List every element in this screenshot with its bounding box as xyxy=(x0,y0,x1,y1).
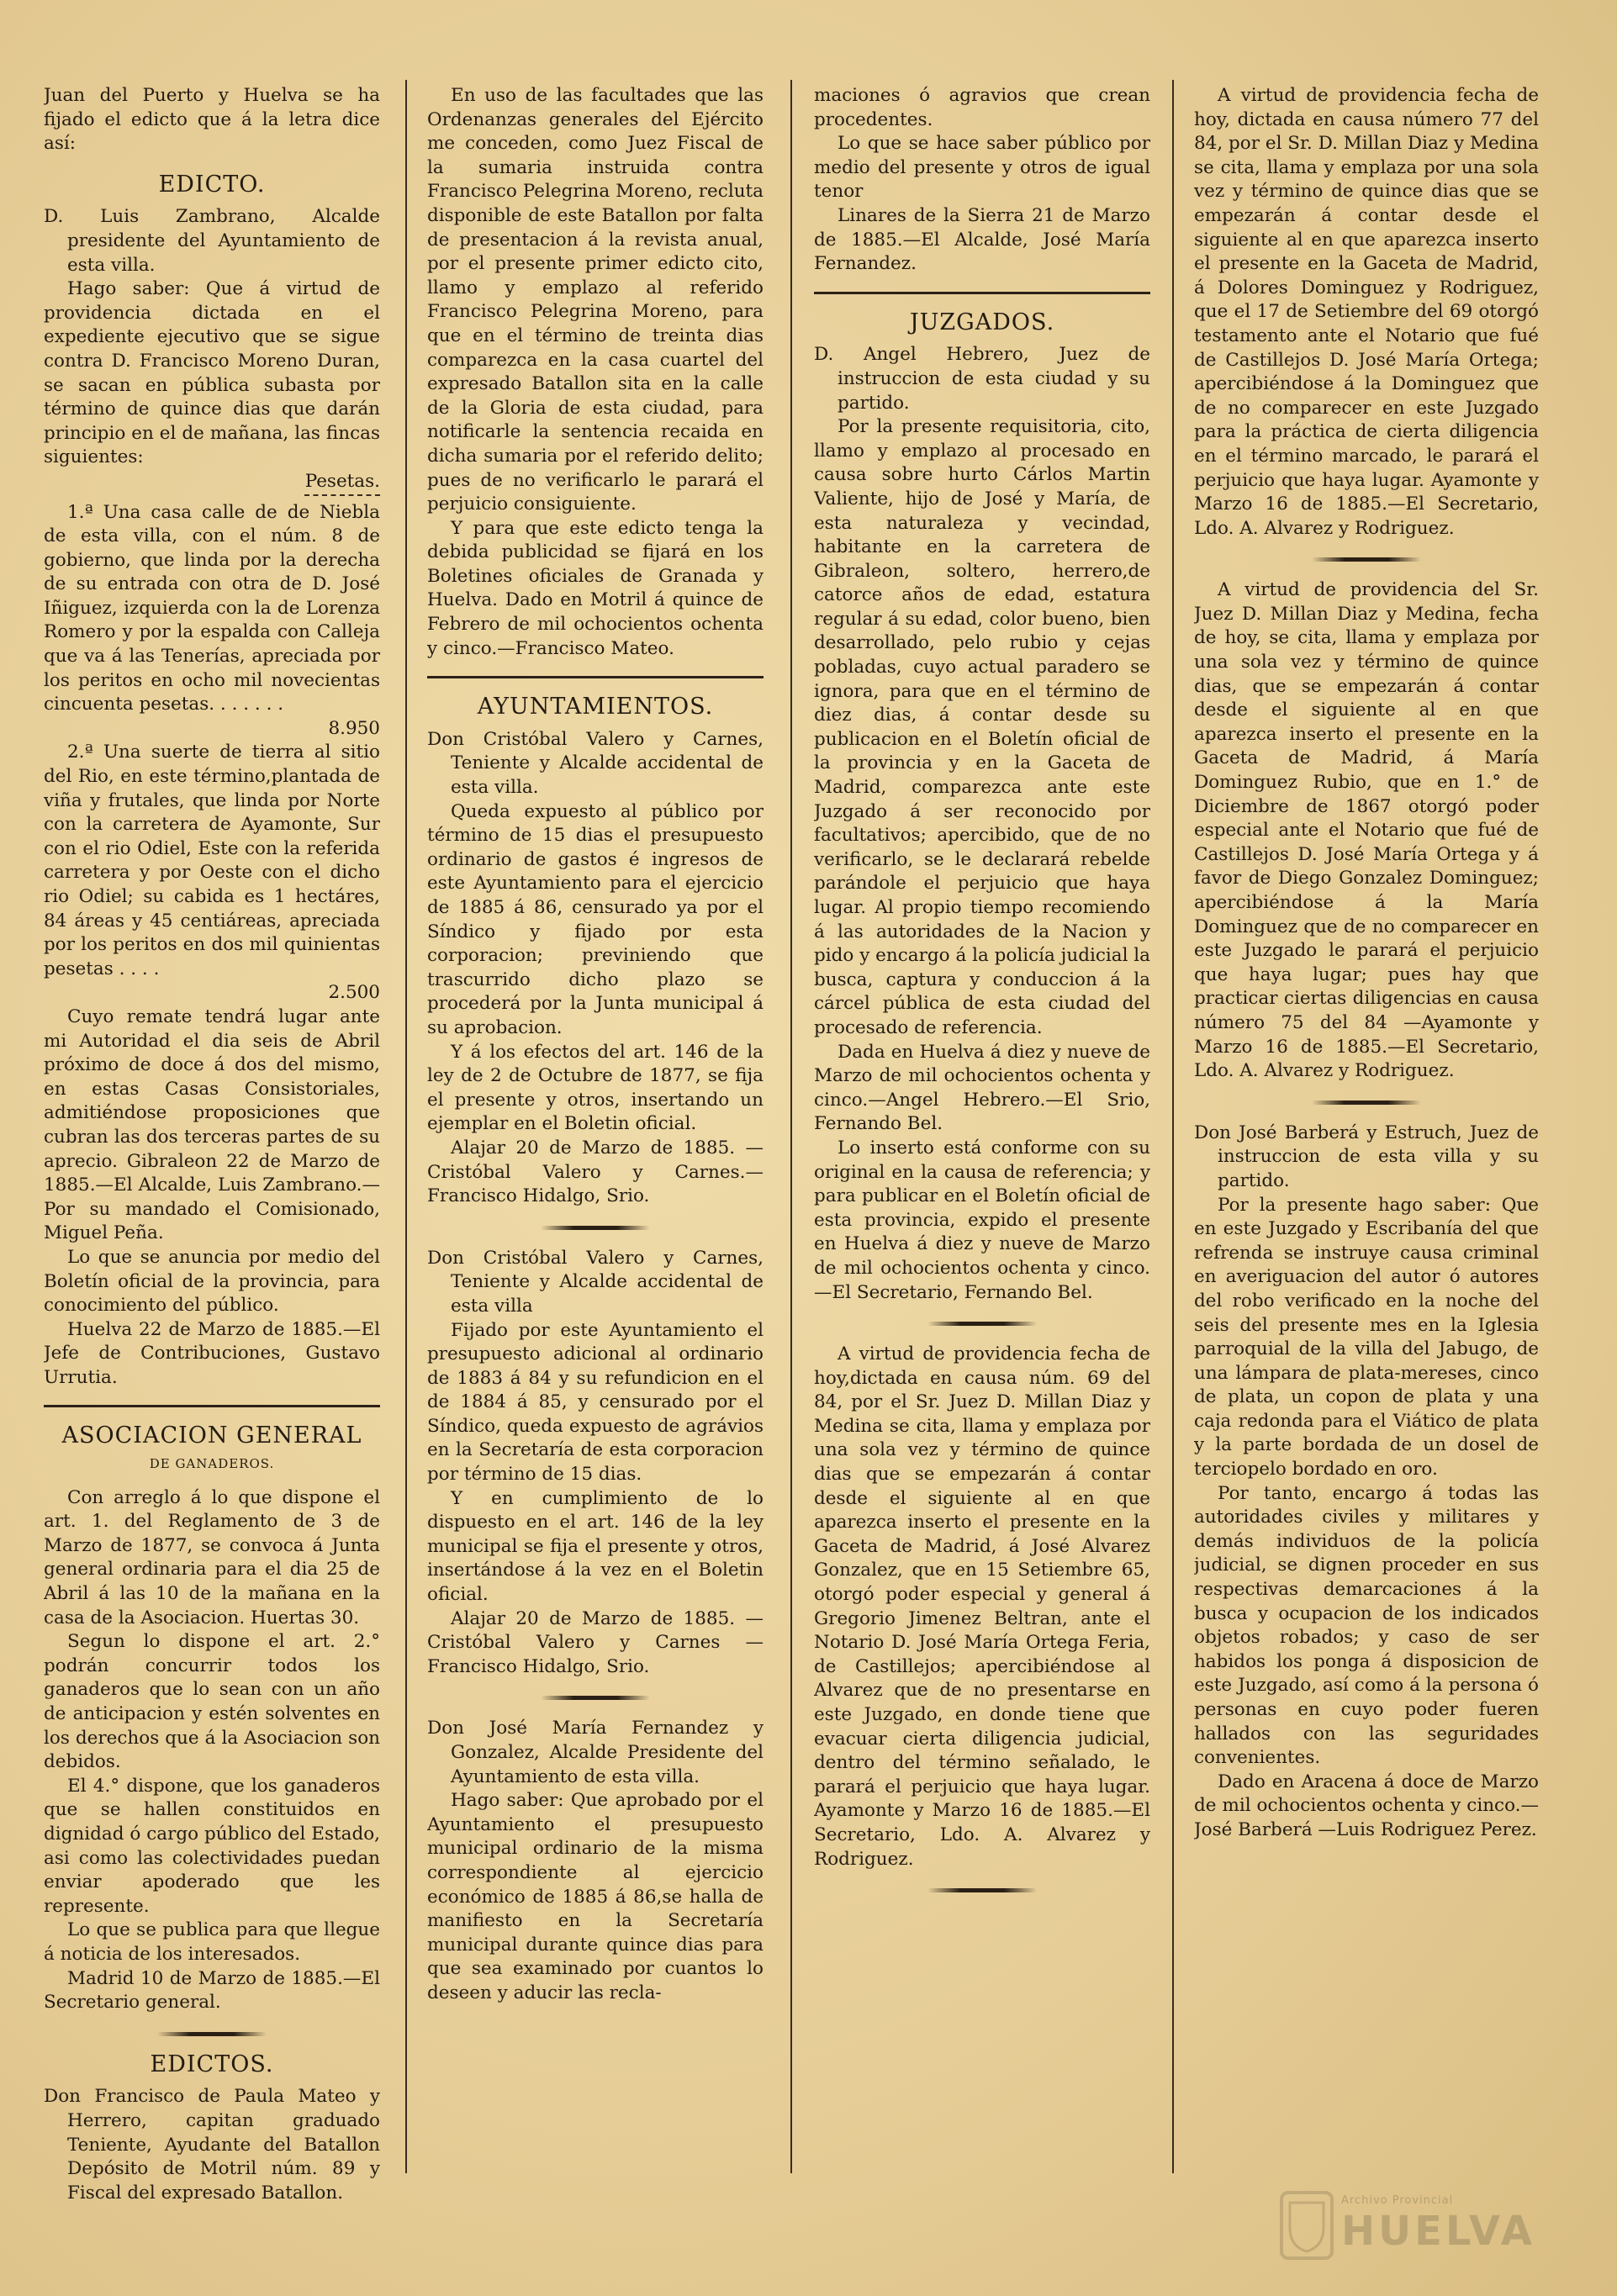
col4-p1: A virtud de providencia fecha de hoy, dictada en causa número 77 del 84, por el Sr. D. Millan Diaz y Medina se cita, llama y emplaza por una sola vez y término de quince dias que se empezarán á contar desde el siguiente al en que aparezca inserto el presente en la Gaceta de Madrid, á Dolores Dominguez y Rodriguez, que el 17 de Setiembre del 69 otorgó testamento ante el Notario que fué de Castillejos D. José María Ortega; apercibiéndose á la Dominguez que de no comparecer en este Juzgado para la práctica de cierta diligencia en el término marcado, le parará el perjuicio que haya lugar. Ayamonte y Marzo 16 de 1885.—El Secretario, Ldo. A. Alvarez y Rodriguez. xyxy=(1194,85,1539,539)
column-4 xyxy=(1194,84,1539,1843)
col3-p2: Lo que se hace saber público por medio del presente y otros de igual tenor xyxy=(814,133,1150,203)
anuncia-text: Lo que se anuncia por medio del Boletín oficial de la provincia, para conocimiento del público. xyxy=(44,1246,380,1317)
finca-2-amount: 2.500 xyxy=(328,982,380,1004)
juzgado-2-p1: A virtud de providencia fecha de hoy,dictada en causa núm. 69 del 84, por el Sr. Juez D. Millan Diaz y Medina se cita, llama y emplaza por una sola vez y término de quince dias que se empezarán á contar desde el siguiente al en que aparezca inserto el presente en la Gaceta de Madrid, á José Alvarez Gonzalez, que en 15 Setiembre 65, otorgó poder especial y general á Gregorio Jimenez Beltran, ante el Notario D. José María Ortega Feria, de Castillejos; apercibiéndose al Alvarez que de no presentarse en este Juzgado, en donde tiene que evacuar cierta diligencia judicial, dentro del término señalado, le parará el perjuicio que haya lugar. Ayamonte y Marzo 16 de 1885.—El Secretario, Ldo. A. Alvarez y Rodriguez. xyxy=(814,1343,1150,1870)
firma-text: Huelva 22 de Marzo de 1885.—El Jefe de Contribuciones, Gustavo Urrutia. xyxy=(44,1318,380,1388)
ornament-rule xyxy=(541,1696,650,1700)
section-rule xyxy=(44,1405,380,1407)
col4-p3-b: Por tanto, encargo á todas las autoridades civiles y militares y demás individuos de la policía judicial, se dignen proceder en sus respectivas demarcaciones á la busca y ocupacion de los indicados objetos robados; y caso de ser habidos los ponga á disposicion de este Juzgado, así como á la persona ó personas en cuyo poder fueren hallados con las seguridades convenientes. xyxy=(1194,1482,1539,1769)
ayunt-3-head: Don José María Fernandez y Gonzalez, Alcalde Presidente del Ayuntamiento de esta villa. xyxy=(427,1718,764,1787)
col3-p1: maciones ó agravios que crean procedentes. xyxy=(814,85,1150,130)
column-1 xyxy=(44,84,380,2205)
watermark-title: HUELVA xyxy=(1341,2208,1535,2255)
intro-text: Juan del Puerto y Huelva se ha fijado el edicto que á la letra dice así: xyxy=(44,85,380,155)
section-rule xyxy=(814,292,1150,294)
juzgado-1-p2: Dada en Huelva á diez y nueve de Marzo de mil ochocientos ochenta y cinco.—Angel Hebrero.—El Srio, Fernando Bel. xyxy=(814,1041,1150,1135)
ayunt-2-p3: Alajar 20 de Marzo de 1885. —Cristóbal Valero y Carnes — Francisco Hidalgo, Srio. xyxy=(427,1607,764,1677)
juzgado-1-p3: Lo inserto está conforme con su original en la causa de referencia; y para publicar en el Boletín oficial de esta provincia, expido el presente en Huelva á diez y nueve de Marzo de mil ochocientos ochenta y cinco.—El Secretario, Fernando Bel. xyxy=(814,1137,1150,1303)
finca-2-text: 2.ª Una suerte de tierra al sitio del Rio, en este término,plantada de viña y frutales, que linda por Norte con la carretera de Ayamonte, Sur con el rio Odiel, Este con la referida carretera y por Oeste con el dicho rio Odiel; su cabida es 1 hectáres, 84 áreas y 45 centiáreas, apreciada por los peritos en dos mil quinientas pesetas . . . . xyxy=(44,742,380,979)
finca-1-amount: 8.950 xyxy=(328,717,380,739)
ornament-rule xyxy=(1312,557,1421,562)
col2-p2: Y para que este edicto tenga la debida publicidad se fijará en los Boletines oficiales de Granada y Huelva. Dado en Motril á quince de Febrero de mil ochocientos ochenta y cinco.—Francisco Mateo. xyxy=(427,517,764,659)
ornament-rule xyxy=(927,1322,1037,1326)
col3-p3: Linares de la Sierra 21 de Marzo de 1885.—El Alcalde, José María Fernandez. xyxy=(814,204,1150,275)
juzgados-heading: JUZGADOS. xyxy=(909,309,1055,335)
ayunt-1-p2: Y á los efectos del art. 146 de la ley de 2 de Octubre de 1877, se fija el presente y otros, insertando un ejemplar en el Boletin oficial. xyxy=(427,1041,764,1135)
alcalde-text: D. Luis Zambrano, Alcalde presidente del Ayuntamiento de esta villa. xyxy=(44,206,380,276)
ayunt-1-p1: Queda expuesto al público por término de 15 dias el presupuesto ordinario de gastos é ingresos de este Ayuntamiento para el ejercicio de 1885 á 86, censurado ya por el Síndico y fijado por esta corporacion; previniendo que trascurrido dicho plazo se procederá por la Junta municipal á su aprobacion. xyxy=(427,800,764,1038)
asociacion-p3: El 4.° dispone, que los ganaderos que se hallen constituidos en dignidad ó cargo público del Estado, asi como las colectividades puedan enviar apoderado que les represente. xyxy=(44,1775,380,1917)
col4-p3-head: Don José Barberá y Estruch, Juez de instruccion de esta villa y su partido. xyxy=(1194,1122,1539,1191)
column-rule xyxy=(790,80,792,2173)
finca-1-text: 1.ª Una casa calle de de Niebla de esta villa, con el núm. 8 de gobierno, que linda por la derecha de su entrada con otra de D. José Iñiguez, izquierda con la de Lorenza Romero y por la espalda con Calleja que va á las Tenerías, apreciada por los peritos en ocho mil novecientas cincuenta pesetas. . . . . . . xyxy=(44,501,380,715)
column-3 xyxy=(814,84,1150,1909)
column-2 xyxy=(427,84,764,2006)
asociacion-p1: Con arreglo á lo que dispone el art. 1. del Reglamento de 3 de Marzo de 1877, se convoca á Junta general ordinaria para el dia 25 de Abril á las 10 de la mañana en la casa de la Asociacion. Huertas 30. xyxy=(44,1486,380,1628)
ornament-rule xyxy=(927,1888,1037,1892)
ornament-rule xyxy=(541,1226,650,1230)
juzgado-1-p1: Por la presente requisitoria, cito, llamo y emplazo al procesado en causa sobre hurto Cárlos Martin Valiente, hijo de José y María, de esta naturaleza y vecindad, habitante en la carretera de Gibraleon, soltero, herrero,de catorce años de edad, estatura regular á su edad, color bueno, bien desarrollado, pelo rubio y cejas pobladas, cuyo actual paradero se ignora, para que en el término de diez dias, á contar desde su publicacion en el Boletín oficial de la provincia y en la Gaceta de Madrid, comparezca ante este Juzgado á ser reconocido por facultativos; apercibido, que de no verificarlo, se le declarará rebelde parándole el perjuicio que haya lugar. Al propio tiempo recomiendo á las autoridades de la Nacion y pido y encargo á la policía judicial la busca, captura y conduccion á la cárcel pública de esta ciudad del procesado de referencia. xyxy=(814,416,1150,1038)
col2-p1: En uso de las facultades que las Ordenanzas generales del Ejército me conceden, como Juez Fiscal de la sumaria instruida contra Francisco Pelegrina Moreno, recluta disponible de este Batallon por falta de presentacion á la revista anual, por el presente primer edicto cito, llamo y emplazo al referido Francisco Pelegrina Moreno, para que en el término de treinta dias comparezca en la casa cuartel del expresado Batallon sita en la calle de la Gloria de esta ciudad, para notificarle la sentencia recaida en dicha sumaria por el referido delito; pues de no verificarlo le parará el perjuicio consiguiente. xyxy=(427,85,764,515)
hago-saber-text: Hago saber: Que á virtud de providencia dictada en el expediente ejecutivo que se sigue contra D. Francisco Moreno Duran, se sacan en pública subasta por término de quince dias que darán principio en el de mañana, las fincas siguientes: xyxy=(44,278,380,468)
juzgado-1-head: D. Angel Hebrero, Juez de instruccion de esta ciudad y su partido. xyxy=(814,344,1150,414)
ayuntamientos-heading: AYUNTAMIENTOS. xyxy=(477,694,714,720)
remate-text: Cuyo remate tendrá lugar ante mi Autoridad el dia seis de Abril próximo de doce á dos del mismo, en estas Casas Consistoriales, admitiéndose proposiciones que cubran las dos terceras partes de su aprecio. Gibraleon 22 de Marzo de 1885.—El Alcalde, Luis Zambrano.—Por su mandado el Comisionado, Miguel Peña. xyxy=(44,1005,380,1244)
pesetas-label: Pesetas. xyxy=(304,470,380,492)
col4-p3-a: Por la presente hago saber: Que en este Juzgado y Escribanía del que refrenda se instruye causa criminal en averiguacion del autor ó autores del robo verificado en la noche del seis del presente mes en la Iglesia parroquial de la villa del Jabugo, de una lámpara de plata-mereses, cinco de plata, un copon de plata y una caja redonda para el Viático de plata y la parte bordada de un dosel de terciopelo bordado en oro. xyxy=(1194,1194,1539,1481)
asociacion-heading: ASOCIACION GENERAL xyxy=(61,1422,362,1449)
ayunt-2-p1: Fijado por este Ayuntamiento el presupuesto adicional al ordinario de 1883 á 84 y su refundicion en el de 1884 á 85, y censurado por el Síndico, queda expuesto de agrávios en la Secretaría de esta corporacion por término de 15 dias. xyxy=(427,1319,764,1486)
asociacion-p2: Segun lo dispone el art. 2.° podrán concurrir todos los ganaderos que lo sean con un año de anticipacion y estén solventes en los derechos que á la Asociacion son debidos. xyxy=(44,1631,380,1773)
section-rule xyxy=(427,676,764,678)
ayunt-1-head: Don Cristóbal Valero y Carnes, Teniente y Alcalde accidental de esta villa. xyxy=(427,728,764,799)
ornament-rule xyxy=(1312,1100,1421,1105)
asociacion-subheading: DE GANADEROS. xyxy=(149,1456,275,1472)
edictos-heading: EDICTOS. xyxy=(150,2051,274,2077)
edicto-heading: EDICTO. xyxy=(158,171,266,198)
asociacion-p5: Madrid 10 de Marzo de 1885.—El Secretario general. xyxy=(44,1967,380,2014)
col4-p3-c: Dado en Aracena á doce de Marzo de mil ochocientos ochenta y cinco.—José Barberá —Luis Rodriguez Perez. xyxy=(1194,1771,1539,1840)
ayunt-1-p3: Alajar 20 de Marzo de 1885. —Cristóbal Valero y Carnes.—Francisco Hidalgo, Srio. xyxy=(427,1137,764,1207)
asociacion-p4: Lo que se publica para que llegue á noticia de los interesados. xyxy=(44,1919,380,1965)
ayunt-2-p2: Y en cumplimiento de lo dispuesto en el art. 146 de la ley municipal se fija el presente y otros, insertándose á la vez en el Boletin oficial. xyxy=(427,1487,764,1606)
ornament-rule xyxy=(157,2032,267,2036)
column-rule xyxy=(1172,80,1174,2173)
watermark-subtitle: Archivo Provincial xyxy=(1341,2194,1454,2207)
edictos-p1: Don Francisco de Paula Mateo y Herrero, capitan graduado Teniente, Ayudante del Batallon Depósito de Motril núm. 89 y Fiscal del expresado Batallon. xyxy=(44,2086,380,2204)
ayunt-2-head: Don Cristóbal Valero y Carnes, Teniente y Alcalde accidental de esta villa xyxy=(427,1247,764,1317)
dash-rule xyxy=(304,494,380,496)
ayunt-3-p1: Hago saber: Que aprobado por el Ayuntamiento el presupuesto municipal ordinario de la misma correspondiente al ejercicio económico de 1885 á 86,se halla de manifiesto en la Secretaría municipal durante quince dias para que sea examinado por cuantos lo deseen y aducir las recla- xyxy=(427,1790,764,2003)
column-rule xyxy=(405,80,407,2173)
col4-p2: A virtud de providencia del Sr. Juez D. Millan Diaz y Medina, fecha de hoy, se cita, llama y emplaza por una sola vez y término de quince dias, que se empezarán á contar desde el siguiente al en que aparezca inserto el presente en la Gaceta de Madrid, á María Dominguez Rubio, que en 1.° de Diciembre de 1867 otorgó poder especial ante el Notario que fué de Castillejos D. José María Ortega y á favor de Diego Gonzalez Dominguez; apercibiéndose á la María Dominguez que de no comparecer en este Juzgado le parará el perjuicio que haya lugar; pues hay que practicar ciertas diligencias en causa número 75 del 84 —Ayamonte y Marzo 16 de 1885.—El Secretario, Ldo. A. Alvarez y Rodriguez. xyxy=(1194,579,1539,1082)
